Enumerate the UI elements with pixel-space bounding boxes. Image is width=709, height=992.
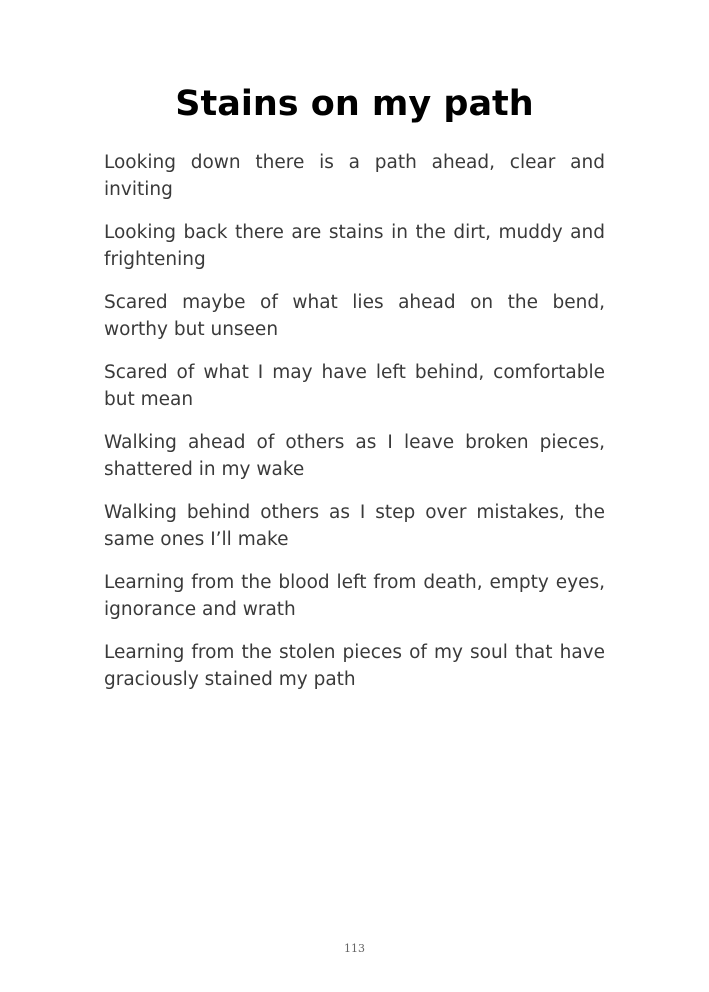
poem-stanza: Looking down there is a path ahead, clear and inviting	[104, 152, 605, 200]
poem-stanza: Looking back there are stains in the dirt, muddy and frightening	[104, 222, 605, 270]
poem-stanza: Scared of what I may have left behind, comfortable but mean	[104, 362, 605, 410]
poem-stanza: Walking behind others as I step over mistakes, the same ones I’ll make	[104, 502, 605, 550]
poem-stanza: Walking ahead of others as I leave broken pieces, shattered in my wake	[104, 432, 605, 480]
poem-stanza: Learning from the stolen pieces of my soul that have graciously stained my path	[104, 642, 605, 690]
poem-stanza: Scared maybe of what lies ahead on the bend, worthy but unseen	[104, 292, 605, 340]
page-number: 113	[344, 942, 365, 955]
poem-title: Stains on my path	[175, 84, 534, 124]
poem-stanza: Learning from the blood left from death, empty eyes, ignorance and wrath	[104, 572, 605, 620]
poem-body	[104, 149, 605, 709]
